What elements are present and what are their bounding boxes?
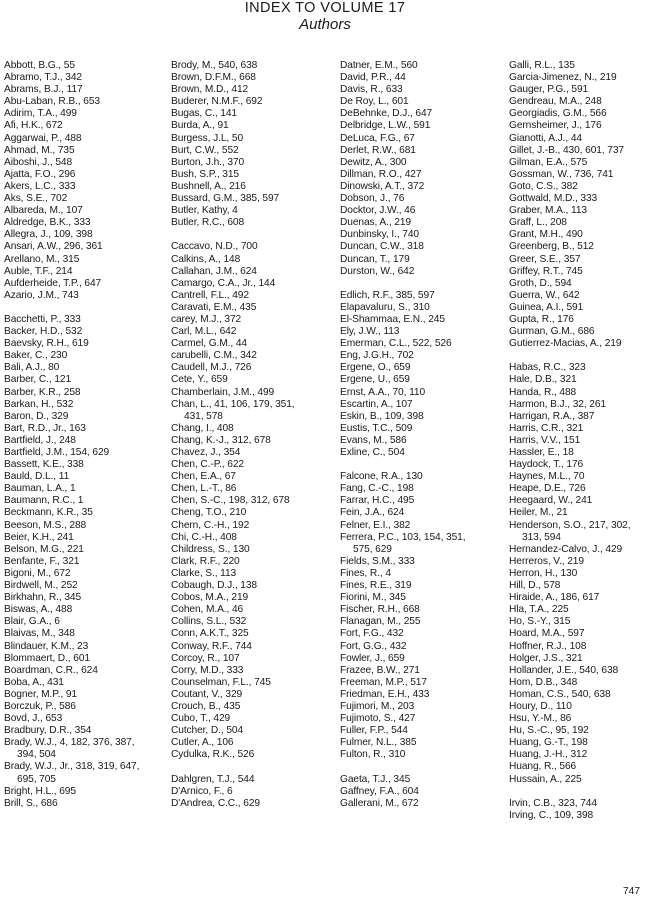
author-entry: Hiraide, A., 186, 617 (509, 592, 600, 604)
author-entry: Habas, R.C., 323 (509, 362, 586, 374)
author-entry: Heape, D.E., 726 (509, 483, 586, 495)
author-entry: Brown, M.D., 412 (171, 84, 249, 96)
author-entry: Bartfield, J., 248 (4, 434, 76, 446)
author-entry: Greer, S.E., 357 (509, 253, 581, 265)
author-entry: Bushnell, A., 216 (171, 180, 246, 192)
author-entry: Eskin, B., 109, 398 (340, 410, 424, 422)
author-entry: Fuller, F.P., 544 (340, 725, 408, 737)
author-entry: Eustis, T.C., 509 (340, 422, 413, 434)
author-entry: Barkan, H., 532 (4, 398, 74, 410)
author-entry: Fulton, R., 310 (340, 749, 406, 761)
author-entry: Derlet, R.W., 681 (340, 144, 416, 156)
author-entry: Hu, S.-C., 95, 192 (509, 725, 589, 737)
author-entry: Auble, T.F., 214 (4, 265, 73, 277)
author-entry: Burgess, J.L, 50 (171, 132, 244, 144)
author-entry: Duncan, T., 179 (340, 253, 410, 265)
author-entry: Adirim, T.A., 499 (4, 108, 77, 120)
author-entry: Edlich, R.F., 385, 597 (340, 289, 435, 301)
author-entry: Chen, E.A., 67 (171, 471, 236, 483)
author-entry: Fiorini, M., 345 (340, 592, 406, 604)
author-entry: Abu-Laban, R.B., 653 (4, 96, 100, 108)
author-entry: Bassett, K.E., 338 (4, 459, 84, 471)
author-entry: Fischer, R.H., 668 (340, 604, 420, 616)
author-entry: Collins, S.L., 532 (171, 616, 247, 628)
author-entry: Graff, L., 208 (509, 217, 567, 229)
author-entry: 575, 629 (353, 543, 392, 555)
author-column-1 (4, 60, 139, 810)
letter-gap (340, 459, 465, 471)
author-entry: Fang, C.-C., 198 (340, 483, 414, 495)
author-entry: Gendreau, M.A., 248 (509, 96, 602, 108)
author-entry: Chan, L., 41, 106, 179, 351, (171, 398, 295, 410)
author-entry: Groth, D., 594 (509, 277, 572, 289)
author-entry: Irving, C., 109, 398 (509, 809, 594, 821)
author-entry: Clark, R.F., 220 (171, 555, 240, 567)
author-entry: Hoard, M.A., 597 (509, 628, 585, 640)
author-entry: Bigoni, M., 672 (4, 567, 71, 579)
author-entry: Greenberg, B., 512 (509, 241, 594, 253)
author-entry: Childress, S., 130 (171, 543, 250, 555)
author-entry: Aiboshi, J., 548 (4, 156, 73, 168)
author-entry: Gurman, G.M., 686 (509, 326, 595, 338)
author-entry: Corry, M.D., 333 (171, 664, 244, 676)
author-entry: Ely, J.W., 113 (340, 326, 400, 338)
author-entry: Cydulka, R.K., 526 (171, 749, 255, 761)
author-entry: Blaivas, M., 348 (4, 628, 75, 640)
author-entry: Burda, A., 91 (171, 120, 229, 132)
author-entry: Henderson, S.O., 217, 302, (509, 519, 631, 531)
author-entry: Bugas, C., 141 (171, 108, 237, 120)
author-entry: Chamberlain, J.M., 499 (171, 386, 275, 398)
author-entry: Blommaert, D., 601 (4, 652, 90, 664)
author-entry: Butler, Kathy, 4 (171, 205, 238, 217)
author-entry: Birkhahn, R., 345 (4, 592, 82, 604)
author-entry: DeBehnke, D.J., 647 (340, 108, 433, 120)
author-entry: Huang, G.-T., 198 (509, 737, 588, 749)
author-entry: Fujimoto, S., 427 (340, 713, 416, 725)
author-entry: Aufderheide, T.P., 647 (4, 277, 102, 289)
author-entry: Carl, M.L., 642 (171, 326, 237, 338)
author-entry: Gernsheimer, J., 176 (509, 120, 602, 132)
author-entry: Elapavaluru, S., 310 (340, 301, 430, 313)
author-entry: Hla, T.A., 225 (509, 604, 569, 616)
author-entry: 313, 594 (522, 531, 561, 543)
author-entry: Camargo, C.A., Jr., 144 (171, 277, 276, 289)
author-entry: Bush, S.P., 315 (171, 168, 239, 180)
author-entry: Irvin, C.B., 323, 744 (509, 797, 597, 809)
author-entry: Abramo, T.J., 342 (4, 72, 82, 84)
author-entry: Conway, R.F., 744 (171, 640, 252, 652)
author-entry: Herreros, V., 219 (509, 555, 584, 567)
author-entry: Bussard, G.M., 385, 597 (171, 193, 280, 205)
author-entry: Gupta, R., 176 (509, 313, 574, 325)
author-entry: Gilman, E.A., 575 (509, 156, 588, 168)
index-title: INDEX TO VOLUME 17 (244, 0, 406, 16)
author-entry: Fulmer, N.L., 385 (340, 737, 417, 749)
author-entry: Hill, D., 578 (509, 580, 561, 592)
author-entry: Buderer, N.M.F., 692 (171, 96, 263, 108)
author-entry: Bacchetti, P., 333 (4, 313, 81, 325)
author-entry: D'Andrea, C.C., 629 (171, 797, 260, 809)
author-entry: Afi, H.K., 672 (4, 120, 63, 132)
author-entry: Harris, C.R., 321 (509, 422, 584, 434)
author-entry: Corcoy, R., 107 (171, 652, 240, 664)
author-entry: Fort, G.G., 432 (340, 640, 407, 652)
author-entry: David, P.R., 44 (340, 72, 406, 84)
author-entry: Abbott, B.G., 55 (4, 60, 75, 71)
author-entry: Hassler, E., 18 (509, 447, 574, 458)
author-entry: Biswas, A., 488 (4, 604, 73, 616)
author-entry: Cohen, M.A., 46 (171, 604, 244, 616)
author-entry: Butler, R.C., 608 (171, 217, 245, 229)
author-entry: D'Arnico, F., 6 (171, 785, 233, 797)
author-entry: Hussain, A., 225 (509, 773, 582, 785)
author-entry: Harrigan, R.A., 387 (509, 410, 595, 422)
author-entry: Eng, J.G.H., 702 (340, 350, 414, 362)
author-entry: Gaffney, F.A., 604 (340, 785, 419, 797)
author-entry: Akers, L.C., 333 (4, 180, 76, 192)
author-entry: 394, 504 (17, 749, 56, 761)
author-entry: Brody, M., 540, 638 (171, 60, 258, 71)
author-entry: Ansari, A.W., 296, 361 (4, 241, 103, 253)
author-entry: Cutler, A., 106 (171, 737, 234, 749)
author-entry: Fowler, J., 659 (340, 652, 405, 664)
author-entry: Carmel, G.M., 44 (171, 338, 247, 350)
author-entry: Gauger, P.G., 591 (509, 84, 589, 96)
author-entry: Herron, H., 130 (509, 567, 578, 579)
author-entry: Bali, A.J., 80 (4, 362, 60, 374)
author-entry: Beckmann, K.R., 35 (4, 507, 93, 519)
author-entry: Boba, A., 431 (4, 676, 64, 688)
author-entry: Hollander, J.E., 540, 638 (509, 664, 619, 676)
author-entry: Durston, W., 642 (340, 265, 415, 277)
author-entry: Cete, Y., 659 (171, 374, 228, 386)
author-entry: Dobson, J., 76 (340, 193, 405, 205)
author-entry: Allegra, J., 109, 398 (4, 229, 93, 241)
author-entry: Ho, S.-Y., 315 (509, 616, 571, 628)
author-entry: Fields, S.M., 333 (340, 555, 415, 567)
author-entry: Docktor, J.W., 46 (340, 205, 416, 217)
author-entry: Cheng, T.O., 210 (171, 507, 247, 519)
author-entry: Fort, F.G., 432 (340, 628, 404, 640)
author-entry: Haydock, T., 176 (509, 459, 584, 471)
author-entry: Haynes, M.L., 70 (509, 471, 585, 483)
author-entry: Felner, E.I., 382 (340, 519, 411, 531)
author-entry: Barber, K.R., 258 (4, 386, 81, 398)
author-entry: Arellano, M., 315 (4, 253, 80, 265)
author-entry: Huang, J.-H., 312 (509, 749, 588, 761)
author-entry: Callahan, J.M., 624 (171, 265, 257, 277)
author-entry: Cubo, T., 429 (171, 713, 231, 725)
author-entry: Brady, W.J., Jr., 318, 319, 647, (4, 761, 140, 773)
author-entry: Caudell, M.J., 726 (171, 362, 252, 374)
author-entry: Holger, J.S., 321 (509, 652, 583, 664)
author-entry: Dunbinsky, I., 740 (340, 229, 419, 241)
author-entry: Ferrera, P.C., 103, 154, 351, (340, 531, 466, 543)
author-entry: Brown, D.F.M., 668 (171, 72, 256, 84)
author-entry: Ernst, A.A., 70, 110 (340, 386, 426, 398)
author-column-4 (509, 60, 630, 822)
author-column-3 (340, 60, 465, 810)
author-column-2 (171, 60, 295, 810)
author-entry: Grant, M.H., 490 (509, 229, 583, 241)
author-entry: Backer, H.D., 532 (4, 326, 83, 338)
author-entry: Exline, C., 504 (340, 447, 405, 458)
author-entry: 695, 705 (17, 773, 56, 785)
author-entry: Friedman, E.H., 433 (340, 688, 430, 700)
page-number: 747 (623, 886, 640, 897)
author-entry: Hoffner, R.J., 108 (509, 640, 587, 652)
author-entry: Chang, I., 408 (171, 422, 234, 434)
author-entry: De Roy, L., 601 (340, 96, 409, 108)
author-entry: Gianotti, A.J., 44 (509, 132, 582, 144)
author-entry: Baron, D., 329 (4, 410, 69, 422)
author-entry: Brill, S., 686 (4, 797, 58, 809)
author-entry: Griffey, R.T., 745 (509, 265, 583, 277)
author-entry: Frazee, B.W., 271 (340, 664, 420, 676)
author-entry: Counselman, F.L., 745 (171, 676, 271, 688)
author-entry: Fein, J.A., 624 (340, 507, 405, 519)
author-entry: Cobos, M.A., 219 (171, 592, 249, 604)
author-entry: Albareda, M., 107 (4, 205, 83, 217)
author-entry: Duenas, A., 219 (340, 217, 411, 229)
author-entry: Blindauer, K.M., 23 (4, 640, 89, 652)
author-entry: Cobaugh, D.J., 138 (171, 580, 257, 592)
author-entry: Dewitz, A., 300 (340, 156, 407, 168)
author-entry: Falcone, R.A., 130 (340, 471, 423, 483)
author-entry: Bovd, J., 653 (4, 713, 63, 725)
author-entry: Baker, C., 230 (4, 350, 68, 362)
author-entry: Gottwald, M.D., 333 (509, 193, 598, 205)
author-entry: Calkins, A., 148 (171, 253, 241, 265)
author-entry: Gaeta, T.J., 345 (340, 773, 411, 785)
author-entry: Georgiadis, G.M., 566 (509, 108, 607, 120)
author-entry: Evans, M., 586 (340, 434, 407, 446)
author-entry: Azario, J.M., 743 (4, 289, 79, 301)
letter-gap (509, 786, 630, 798)
author-entry: Delbridge, L.W., 591 (340, 120, 431, 132)
author-entry: Clarke, S., 113 (171, 567, 237, 579)
author-entry: Harris, V.V., 151 (509, 434, 581, 446)
author-entry: Hernandez-Calvo, J., 429 (509, 543, 623, 555)
author-entry: Guinea, A.I., 591 (509, 301, 584, 313)
author-entry: Borczuk, P., 586 (4, 700, 76, 712)
author-entry: Aks, S.E., 702 (4, 193, 68, 205)
author-entry: Barber, C., 121 (4, 374, 72, 386)
author-entry: Gutierrez-Macias, A., 219 (509, 338, 622, 350)
author-entry: Gallerani, M., 672 (340, 797, 419, 809)
author-entry: Galli, R.L., 135 (509, 60, 575, 71)
author-entry: Garcia-Jimenez, N., 219 (509, 72, 617, 84)
author-entry: Ahmad, M., 735 (4, 144, 75, 156)
author-entry: Baumann, R.C., 1 (4, 495, 84, 507)
author-entry: Gillet, J.-B., 430, 601, 737 (509, 144, 624, 156)
author-entry: Bright, H.L., 695 (4, 785, 76, 797)
author-entry: El-Shammaa, E.N., 245 (340, 313, 445, 325)
author-entry: Harmon, B.J., 32, 261 (509, 398, 606, 410)
author-entry: carey, M.J., 372 (171, 313, 242, 325)
author-entry: Bauman, L.A., 1 (4, 483, 76, 495)
author-entry: Freeman, M.P., 517 (340, 676, 427, 688)
author-entry: Chavez, J., 354 (171, 447, 241, 458)
author-entry: Ergene, O., 659 (340, 362, 411, 374)
letter-gap (171, 229, 295, 241)
author-entry: Dahlgren, T.J., 544 (171, 773, 255, 785)
author-entry: Dillman, R.O., 427 (340, 168, 422, 180)
author-entry: Chi, C.-H., 408 (171, 531, 237, 543)
author-entry: Ergene, U., 659 (340, 374, 410, 386)
author-entry: Duncan, C.W., 318 (340, 241, 424, 253)
author-entry: Burt, C.W., 552 (171, 144, 239, 156)
letter-gap (340, 278, 465, 290)
letter-gap (4, 302, 139, 314)
author-entry: Chen, C.-P., 622 (171, 459, 244, 471)
author-entry: Hsu, Y.-M., 86 (509, 713, 572, 725)
author-entry: Chern, C.-H., 192 (171, 519, 250, 531)
author-entry: Bogner, M.P., 91 (4, 688, 77, 700)
letter-gap (509, 350, 630, 362)
author-entry: Graber, M.A., 113 (509, 205, 587, 217)
author-entry: Cutcher, D., 504 (171, 725, 244, 737)
author-entry: Huang, R., 566 (509, 761, 577, 773)
author-entry: Handa, R., 488 (509, 386, 577, 398)
author-entry: Aldredge, B.K., 333 (4, 217, 91, 229)
author-entry: Bart, R.D., Jr., 163 (4, 422, 86, 434)
author-entry: Birdwell, M., 252 (4, 580, 78, 592)
author-entry: Datner, E.M., 560 (340, 60, 418, 71)
author-entry: Chang, K.-J., 312, 678 (171, 434, 271, 446)
author-entry: carubelli, C.M., 342 (171, 350, 257, 362)
author-entry: Caravati, E.M., 435 (171, 301, 257, 313)
author-entry: Blair, G.A., 6 (4, 616, 60, 628)
index-subtitle: Authors (299, 16, 351, 33)
author-entry: Heiler, M., 21 (509, 507, 568, 519)
author-entry: Brady, W.J., 4, 182, 376, 387, (4, 737, 135, 749)
author-entry: Heegaard, W., 241 (509, 495, 593, 507)
letter-gap (340, 761, 465, 773)
author-entry: Beeson, M.S., 288 (4, 519, 87, 531)
author-entry: Hom, D.B., 348 (509, 676, 578, 688)
author-entry: Gossman, W., 736, 741 (509, 168, 614, 180)
author-entry: Belson, M.G., 221 (4, 543, 84, 555)
author-entry: Guerra, W., 642 (509, 289, 580, 301)
author-entry: Escartin, A., 107 (340, 398, 413, 410)
author-entry: Fines, R.E., 319 (340, 580, 412, 592)
author-entry: Homan, C.S., 540, 638 (509, 688, 611, 700)
author-entry: Houry, D., 110 (509, 700, 572, 712)
author-entry: Bartfield, J.M., 154, 629 (4, 447, 110, 458)
author-entry: Coutant, V., 329 (171, 688, 243, 700)
author-entry: Ajatta, F.O., 296 (4, 168, 76, 180)
author-entry: 431, 578 (184, 410, 223, 422)
author-entry: Chen, L.-T., 86 (171, 483, 237, 495)
author-entry: Bauld, D.L., 11 (4, 471, 70, 483)
author-entry: Davis, R., 633 (340, 84, 403, 96)
author-entry: Baevsky, R.H., 619 (4, 338, 89, 350)
author-entry: Fujimori, M., 203 (340, 700, 415, 712)
author-entry: Flanagan, M., 255 (340, 616, 421, 628)
author-entry: Farrar, H.C., 495 (340, 495, 415, 507)
author-entry: Aggarwai, P., 488 (4, 132, 82, 144)
author-entry: Abrams, B.J., 117 (4, 84, 83, 96)
author-entry: Hale, D.B., 321 (509, 374, 577, 386)
author-entry: Beier, K.H., 241 (4, 531, 74, 543)
author-entry: Boardman, C.R., 624 (4, 664, 98, 676)
author-entry: Burton, J.h., 370 (171, 156, 245, 168)
page-header (0, 0, 650, 33)
author-entry: Chen, S.-C., 198, 312, 678 (171, 495, 290, 507)
letter-gap (171, 761, 295, 773)
author-entry: Cantrell, F.L., 492 (171, 289, 249, 301)
author-entry: Fines, R., 4 (340, 567, 391, 579)
author-entry: Conn, A.K.T., 325 (171, 628, 249, 640)
author-entry: Goto, C.S., 382 (509, 180, 578, 192)
author-entry: DeLuca, F.G., 67 (340, 132, 415, 144)
author-entry: Emerman, C.L., 522, 526 (340, 338, 452, 350)
author-entry: Caccavo, N.D., 700 (171, 241, 258, 253)
author-entry: Crouch, B., 435 (171, 700, 241, 712)
author-entry: Benfante, F., 321 (4, 555, 80, 567)
author-entry: Dinowski, A.T., 372 (340, 180, 425, 192)
author-entry: Bradbury, D.R., 354 (4, 725, 92, 737)
